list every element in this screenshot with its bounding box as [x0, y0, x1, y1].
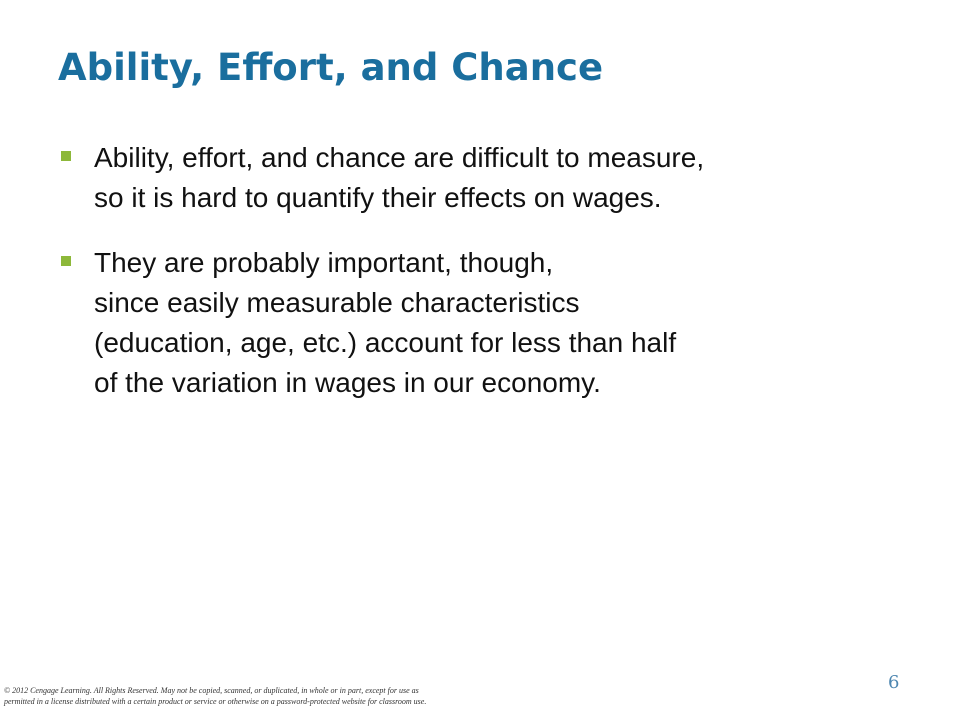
bullet-text — [94, 138, 918, 218]
bullet-list — [58, 138, 918, 403]
bullet-line: They are probably important, though, — [94, 247, 554, 278]
square-bullet-icon — [61, 151, 71, 161]
bullet-item — [58, 138, 918, 218]
bullet-line: so it is hard to quantify their effects on wages. — [94, 182, 662, 213]
bullet-item — [58, 243, 918, 403]
bullet-line: of the variation in wages in our economy. — [94, 367, 601, 398]
copyright-line: permitted in a license distributed with a certain product or service or otherwise on a password-protected website for classroom use. — [4, 697, 427, 706]
bullet-line: Ability, effort, and chance are difficult to measure, — [94, 142, 705, 173]
copyright-line: © 2012 Cengage Learning. All Rights Reserved. May not be copied, scanned, or duplicated, in whole or in part, except for use as — [4, 686, 419, 695]
slide-title: Ability, Effort, and Chance — [58, 46, 604, 89]
bullet-line: since easily measurable characteristics — [94, 287, 580, 318]
page-number: 6 — [888, 672, 900, 693]
bullet-line: (education, age, etc.) account for less than half — [94, 327, 677, 358]
bullet-text — [94, 243, 918, 403]
square-bullet-icon — [61, 256, 71, 266]
copyright-notice — [4, 685, 604, 707]
